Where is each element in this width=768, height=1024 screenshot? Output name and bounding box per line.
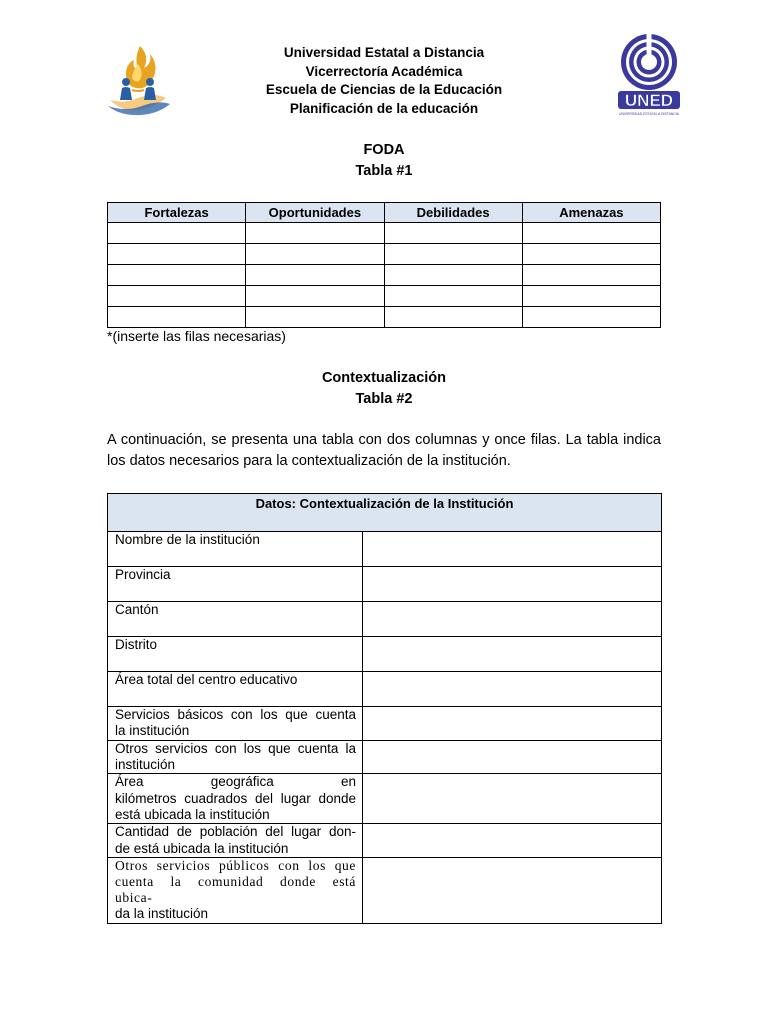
foda-empty-cell[interactable]	[522, 265, 660, 286]
foda-empty-cell[interactable]	[384, 265, 522, 286]
ctx-table-row	[108, 741, 662, 774]
ctx-row-label-text: Cantón	[115, 602, 159, 617]
ctx-row-label	[108, 857, 363, 923]
foda-empty-cell[interactable]	[522, 286, 660, 307]
foda-empty-cell[interactable]	[108, 286, 246, 307]
ctx-row-label-line: de está ubicada la institución	[115, 840, 289, 856]
ctx-table-row	[108, 857, 662, 923]
foda-empty-cell[interactable]	[384, 286, 522, 307]
ctx-row-label-text: Nombre de la institución	[115, 532, 260, 547]
foda-empty-cell[interactable]	[108, 265, 246, 286]
foda-empty-cell[interactable]	[384, 244, 522, 265]
header-line-university: Universidad Estatal a Distancia	[283, 45, 485, 60]
svg-text:UNIVERSIDAD ESTATAL A DISTANCI: UNIVERSIDAD ESTATAL A DISTANCIA	[619, 112, 679, 116]
ctx-title: Contextualización	[321, 370, 447, 386]
foda-col-fortalezas: Fortalezas	[108, 203, 246, 223]
ctx-row-label-line: está ubicada la institución	[115, 806, 270, 822]
foda-empty-row	[108, 265, 661, 286]
foda-empty-cell[interactable]	[108, 307, 246, 328]
foda-col-debilidades: Debilidades	[384, 203, 522, 223]
ctx-table-row	[108, 672, 662, 707]
foda-empty-cell[interactable]	[108, 244, 246, 265]
ctx-row-label-line: Área geográfica en	[115, 774, 356, 790]
ctx-table-row	[108, 602, 662, 637]
ctx-row-label-line: institución	[115, 757, 176, 773]
foda-header-row	[108, 203, 661, 223]
ctx-row-value-cell[interactable]	[363, 774, 662, 824]
foda-note: *(inserte las filas necesarias)	[107, 328, 286, 344]
ctx-row-value-cell[interactable]	[363, 824, 662, 857]
ctx-row-label	[108, 532, 363, 567]
foda-title: FODA	[363, 142, 405, 158]
institution-header	[184, 44, 584, 118]
foda-empty-cell[interactable]	[384, 307, 522, 328]
ctx-intro-paragraph: A continuación, se presenta una tabla con dos columnas y once filas. La tabla indica los datos necesarios para la contextualización de la institución.	[107, 432, 661, 469]
svg-text:UNED: UNED	[624, 91, 674, 110]
ctx-row-label-text: Área total del centro educativo	[115, 672, 298, 687]
ctx-row-value-cell[interactable]	[363, 637, 662, 672]
ctx-row-label-line: Servicios básicos con los que cuenta	[115, 707, 356, 722]
ctx-row-label-line: Cantidad de población del lugar don-	[115, 824, 356, 840]
ctx-row-label-text: Provincia	[115, 567, 171, 582]
foda-empty-cell[interactable]	[246, 265, 384, 286]
foda-empty-row	[108, 307, 661, 328]
ctx-row-value-cell[interactable]	[363, 741, 662, 774]
ctx-row-label	[108, 707, 363, 741]
foda-empty-cell[interactable]	[522, 244, 660, 265]
ctx-subtitle: Tabla #2	[355, 390, 413, 407]
ctx-table-row	[108, 824, 662, 857]
foda-col-amenazas: Amenazas	[522, 203, 660, 223]
foda-empty-row	[108, 223, 661, 244]
ctx-row-label	[108, 824, 363, 857]
ctx-table-row	[108, 567, 662, 602]
foda-empty-cell[interactable]	[108, 223, 246, 244]
ctx-row-label-line: Otros servicios con los que cuenta la	[115, 741, 356, 756]
ctx-table-row	[108, 532, 662, 567]
ctx-row-value-cell[interactable]	[363, 857, 662, 923]
ctx-row-label-text: Distrito	[115, 637, 158, 652]
ctx-table	[107, 493, 662, 924]
ctx-row-value-cell[interactable]	[363, 567, 662, 602]
ctx-table-row	[108, 774, 662, 824]
ctx-row-label	[108, 774, 363, 824]
uned-logo-icon	[617, 32, 681, 118]
ctx-row-label	[108, 741, 363, 774]
header-line-course: Planificación de la educación	[289, 100, 479, 116]
ctx-row-value-cell[interactable]	[363, 602, 662, 637]
foda-title-block	[184, 140, 584, 181]
foda-subtitle: Tabla #1	[355, 162, 413, 179]
ctx-row-label	[108, 672, 363, 707]
foda-empty-cell[interactable]	[246, 223, 384, 244]
foda-table	[107, 202, 661, 328]
foda-empty-cell[interactable]	[246, 307, 384, 328]
ctx-row-value-cell[interactable]	[363, 672, 662, 707]
foda-empty-row	[108, 286, 661, 307]
header-line-escuela: Escuela de Ciencias de la Educación	[265, 82, 503, 98]
ctx-row-label-line: cuenta la comunidad donde está ubica-	[115, 874, 356, 906]
ctx-table-row	[108, 637, 662, 672]
ctx-title-block	[184, 368, 584, 409]
ctx-table-row	[108, 707, 662, 741]
ctx-row-label-line: kilómetros cuadrados del lugar donde	[115, 790, 356, 806]
ctx-row-label	[108, 637, 363, 672]
foda-empty-row	[108, 244, 661, 265]
ctx-row-value-cell[interactable]	[363, 707, 662, 741]
ctx-row-label-line: Otros servicios públicos con los que	[115, 857, 356, 873]
foda-empty-cell[interactable]	[246, 286, 384, 307]
flame-hands-logo-icon	[104, 42, 176, 116]
ctx-row-label	[108, 567, 363, 602]
ctx-table-header: Datos: Contextualización de la Institución	[108, 494, 662, 532]
foda-empty-cell[interactable]	[522, 223, 660, 244]
ctx-row-label-line: da la institución	[115, 906, 209, 922]
foda-col-oportunidades: Oportunidades	[246, 203, 384, 223]
ctx-row-value-cell[interactable]	[363, 532, 662, 567]
foda-empty-cell[interactable]	[522, 307, 660, 328]
foda-empty-cell[interactable]	[384, 223, 522, 244]
ctx-row-label-line: la institución	[115, 723, 190, 739]
foda-empty-cell[interactable]	[246, 244, 384, 265]
header-line-vicerrectoria: Vicerrectoría Académica	[305, 63, 463, 79]
ctx-row-label	[108, 602, 363, 637]
